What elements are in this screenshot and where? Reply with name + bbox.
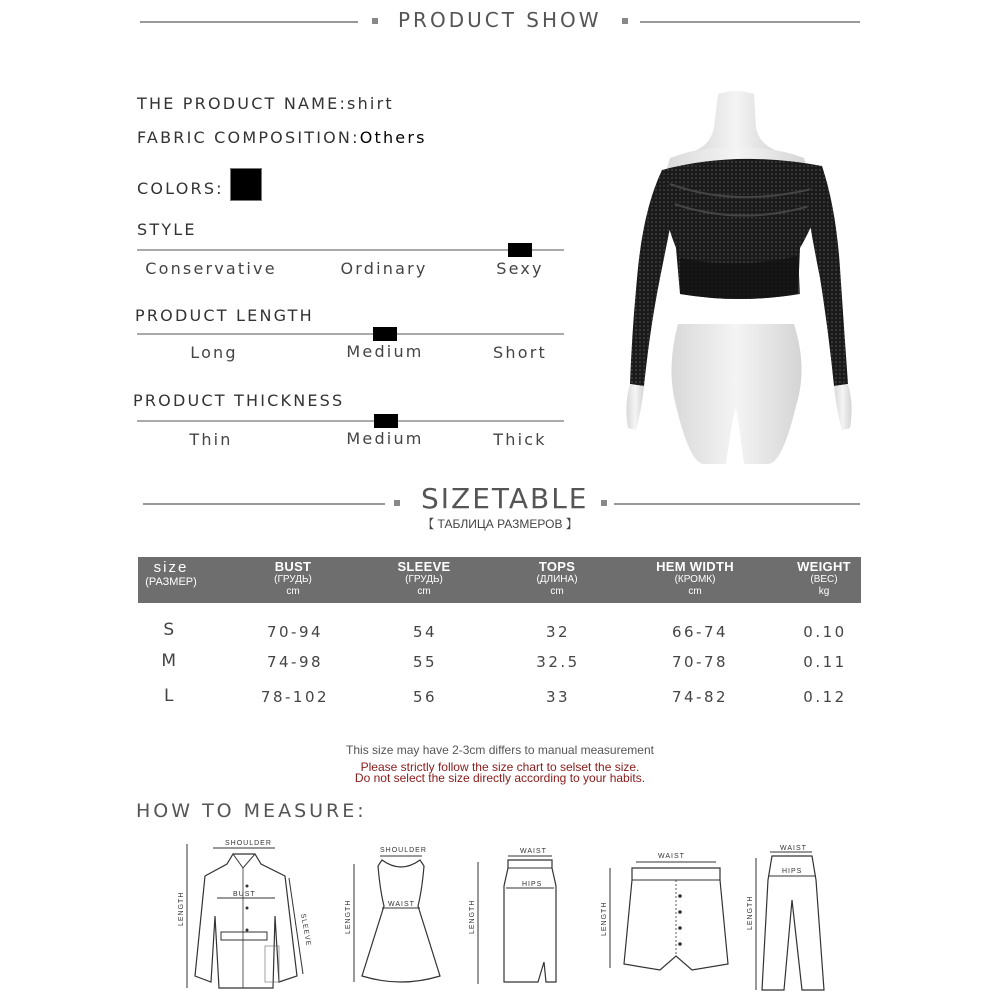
label-waist: WAIST [388, 901, 415, 908]
cell-tops: 33 [545, 688, 571, 706]
col-size: size (РАЗМЕР) [145, 559, 197, 588]
col-sleeve: SLEEVE (ГРУДЬ) cm [397, 559, 451, 597]
cell-size: L [164, 686, 176, 706]
label-sleeve: SLEEVE [299, 913, 312, 948]
col-weight: WEIGHT (ВЕС) kg [797, 559, 851, 597]
label-length: LENGTH [747, 895, 754, 930]
sizetable-square-right [601, 500, 607, 506]
cell-bust: 70-94 [266, 623, 324, 641]
pants-measure-diagram [746, 840, 846, 996]
length-label-short: Short [493, 343, 547, 362]
thickness-title: PRODUCT THICKNESS [133, 391, 345, 410]
product-name-label: THE PRODUCT NAME: [137, 94, 348, 113]
label-bust: BUST [233, 891, 256, 898]
cell-bust: 74-98 [266, 653, 324, 671]
label-hips: HIPS [522, 881, 543, 888]
skirt-measure-diagram [468, 842, 568, 992]
note-measurement: This size may have 2-3cm differs to manual measurement [346, 743, 654, 757]
label-waist: WAIST [658, 853, 685, 860]
cell-sleeve: 56 [412, 688, 438, 706]
label-length: LENGTH [469, 899, 476, 934]
length-scale-line [137, 333, 564, 335]
col-tops: TOPS (ДЛИНА) cm [536, 559, 578, 597]
cell-hem-width: 66-74 [671, 623, 729, 641]
cell-hem-width: 70-78 [671, 653, 729, 671]
cell-size: M [161, 651, 179, 671]
length-title: PRODUCT LENGTH [135, 306, 314, 325]
color-swatch-black[interactable] [230, 168, 262, 201]
length-label-long: Long [190, 343, 238, 362]
sizetable-square-left [394, 500, 400, 506]
sizetable-rule-left [143, 503, 385, 505]
cell-tops: 32.5 [536, 653, 580, 671]
product-name-row [137, 94, 394, 113]
fabric-value: Others [359, 128, 427, 147]
dress-measure-diagram [342, 842, 452, 990]
style-scale-line [137, 249, 564, 251]
length-marker [373, 327, 397, 341]
style-label-conservative: Conservative [145, 259, 277, 278]
header-square-left [372, 18, 378, 24]
product-name-value: shirt [347, 94, 394, 113]
thickness-marker [374, 414, 398, 428]
colors-label: COLORS: [137, 179, 224, 198]
shorts-measure-diagram [600, 846, 740, 976]
sizetable-title: SIZETABLE [421, 482, 589, 515]
cell-weight: 0.12 [803, 688, 847, 706]
cell-sleeve: 54 [412, 623, 438, 641]
style-label-sexy: Sexy [496, 259, 544, 278]
thickness-scale-line [137, 420, 564, 422]
product-image [610, 88, 860, 466]
header-square-right [622, 18, 628, 24]
length-label-medium: Medium [346, 342, 424, 361]
page-title: PRODUCT SHOW [398, 8, 602, 32]
header-rule-left [140, 21, 358, 23]
cell-bust: 78-102 [260, 688, 330, 706]
col-hem-width: HEM WIDTH (КРОМК) cm [656, 559, 734, 597]
label-length: LENGTH [345, 899, 352, 934]
header-rule-right [640, 21, 860, 23]
size-table-header [138, 557, 861, 603]
cell-weight: 0.10 [803, 623, 847, 641]
cell-tops: 32 [545, 623, 571, 641]
label-waist: WAIST [520, 848, 547, 855]
style-title: STYLE [137, 220, 197, 239]
label-shoulder: SHOULDER [225, 840, 272, 847]
label-hips: HIPS [782, 868, 803, 875]
note-follow-chart: Please strictly follow the size chart to selset the size. [360, 760, 640, 774]
style-label-ordinary: Ordinary [340, 259, 428, 278]
style-marker [508, 243, 532, 257]
label-waist: WAIST [780, 845, 807, 852]
thickness-label-thick: Thick [493, 430, 547, 449]
thickness-label-thin: Thin [189, 430, 233, 449]
thickness-label-medium: Medium [346, 429, 424, 448]
how-to-measure-title: HOW TO MEASURE: [136, 800, 367, 822]
cell-weight: 0.11 [803, 653, 847, 671]
cell-size: S [163, 620, 177, 640]
fabric-row [137, 128, 427, 147]
cell-hem-width: 74-82 [671, 688, 729, 706]
label-shoulder: SHOULDER [380, 847, 427, 854]
fabric-label: FABRIC COMPOSITION: [137, 128, 360, 147]
label-length: LENGTH [601, 901, 608, 936]
col-bust: BUST (ГРУДЬ) cm [274, 559, 312, 597]
note-habits: Do not select the size directly according to your habits. [354, 771, 646, 785]
cell-sleeve: 55 [412, 653, 438, 671]
label-length: LENGTH [178, 891, 185, 926]
sizetable-rule-right [614, 503, 860, 505]
sizetable-subtitle: 【 ТАБЛИЦА РАЗМЕРОВ 】 [422, 517, 578, 531]
jacket-measure-diagram [175, 836, 325, 996]
